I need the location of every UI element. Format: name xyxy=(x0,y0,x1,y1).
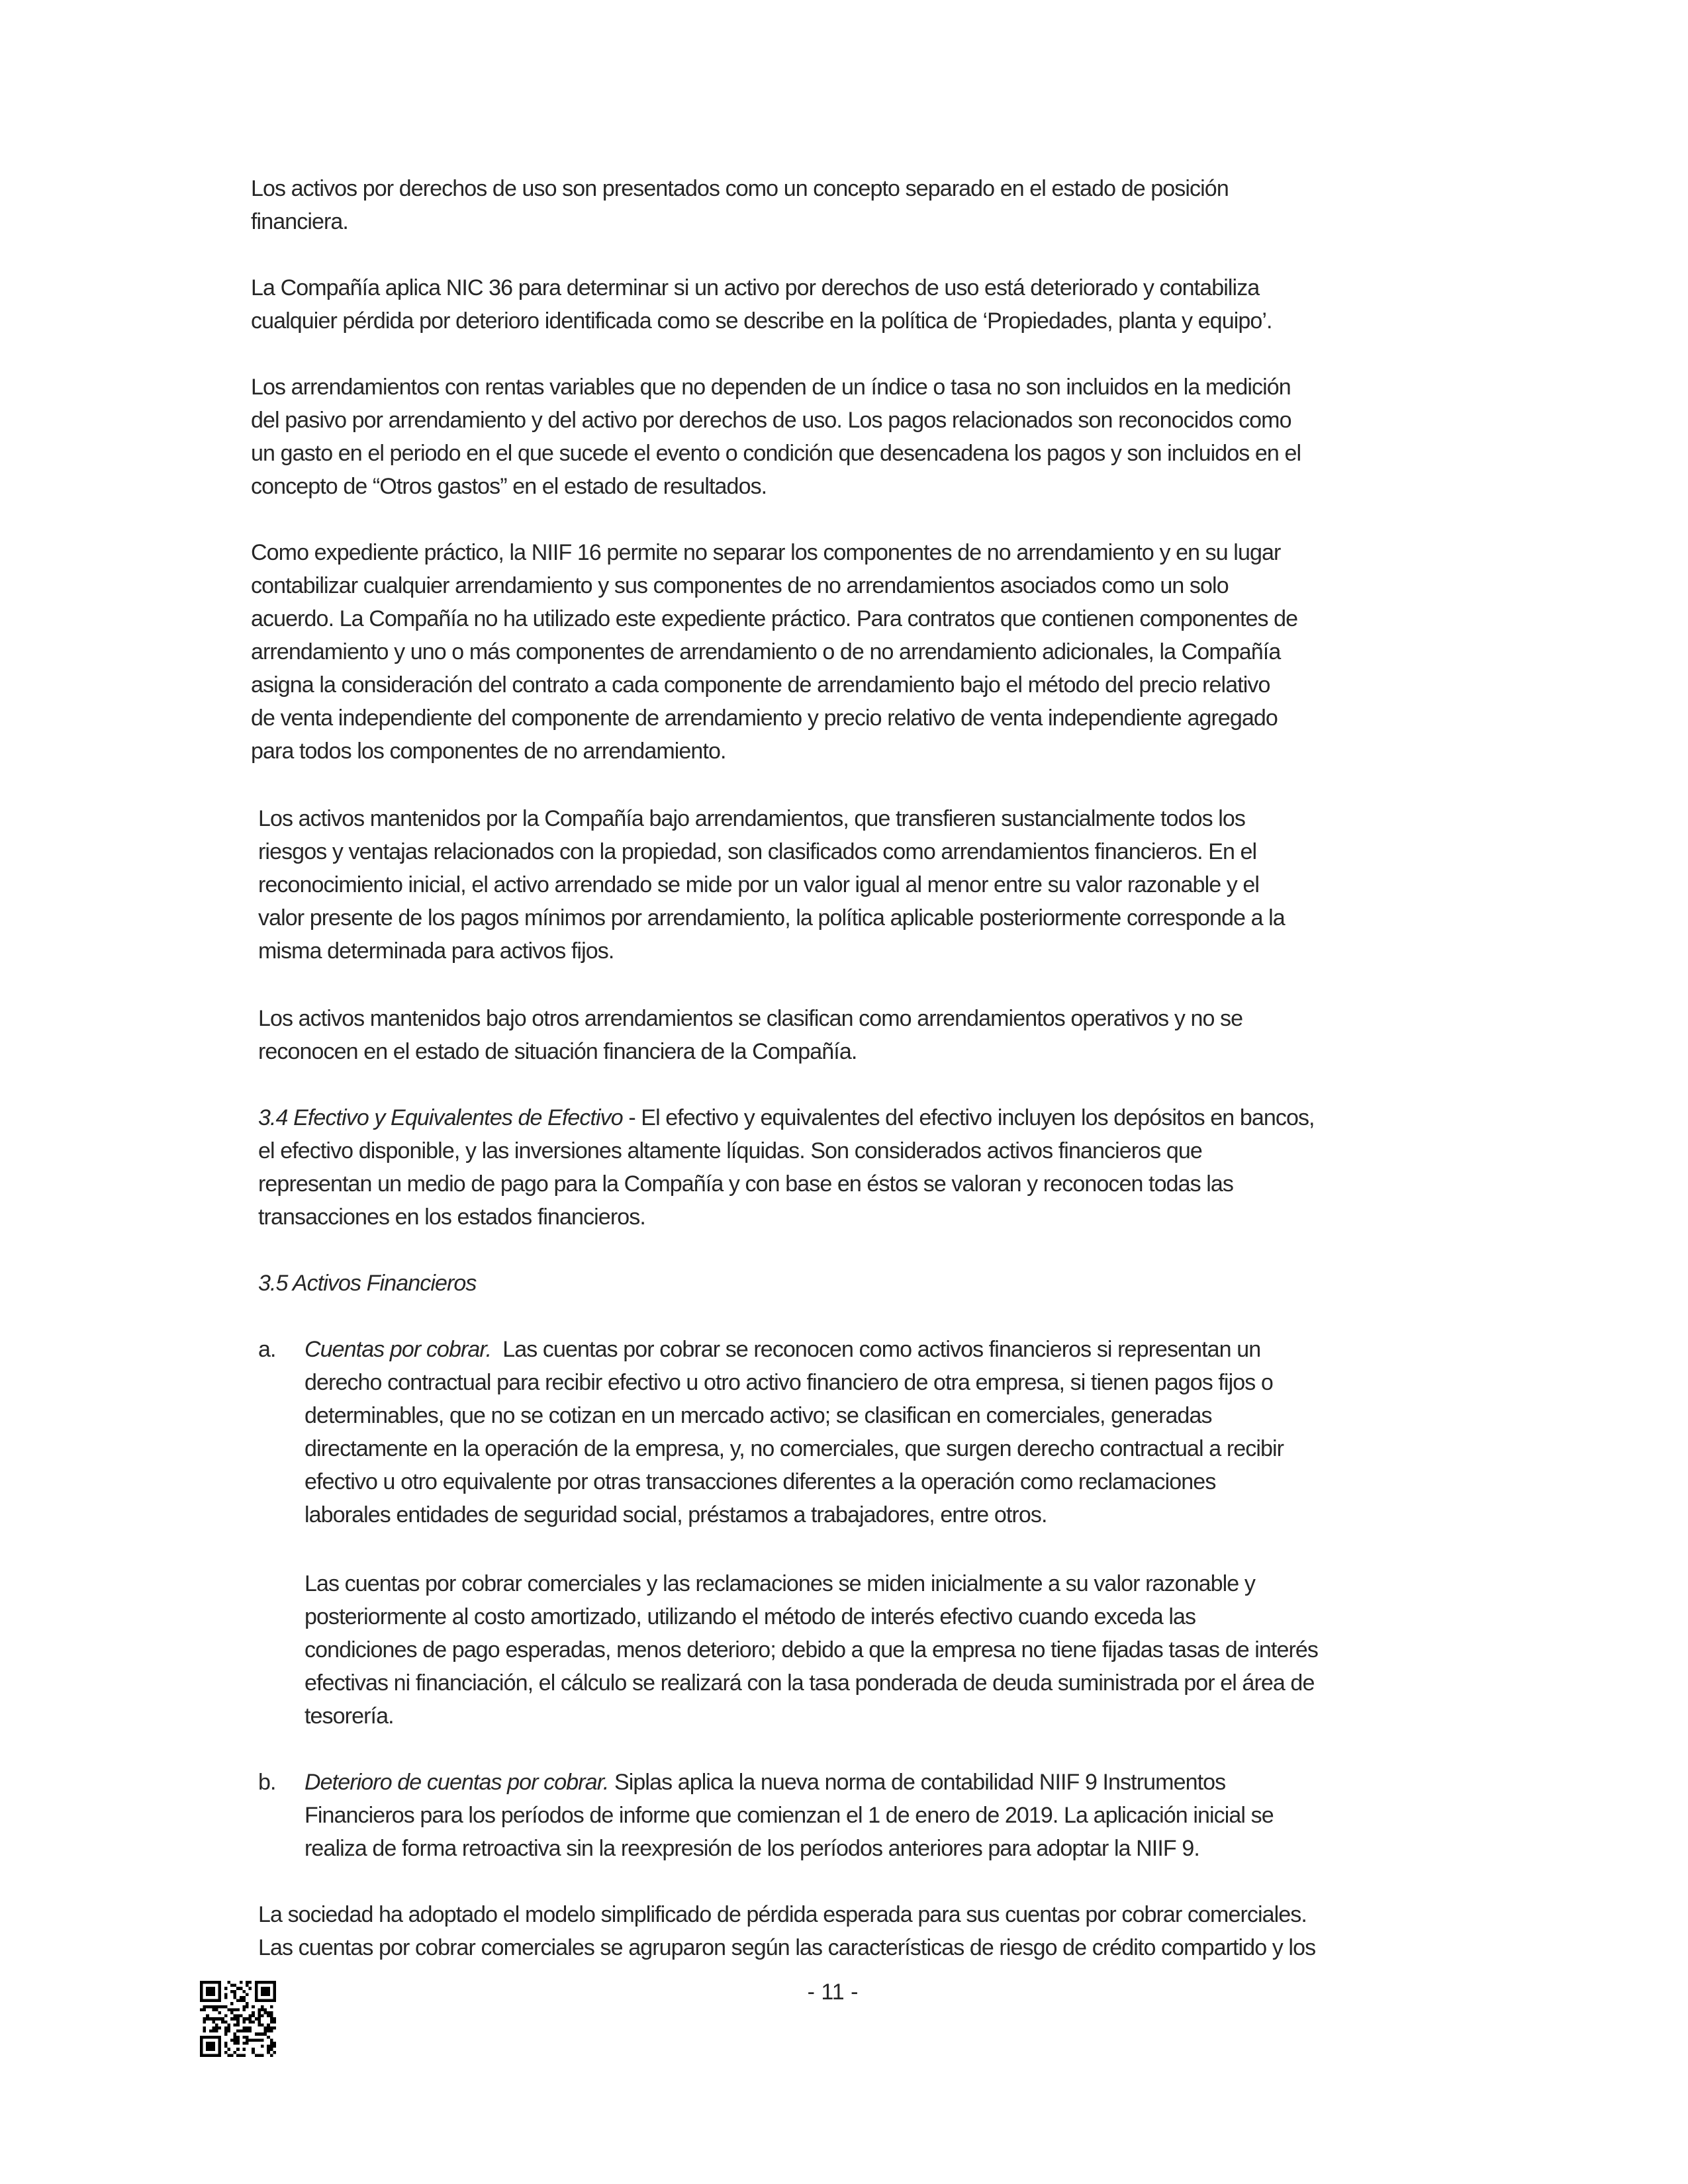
paragraph xyxy=(251,371,1301,503)
text-line: efectivo u otro equivalente por otras transacciones diferentes a la operación como reclamaciones xyxy=(305,1469,1216,1494)
text-line: realiza de forma retroactiva sin la reexpresión de los períodos anteriores para adoptar la NIIF 9. xyxy=(305,1836,1199,1861)
paragraph xyxy=(251,271,1272,338)
text-line xyxy=(258,1267,477,1300)
text-line: el efectivo disponible, y las inversiones altamente líquidas. Son considerados activos financieros que xyxy=(258,1138,1202,1163)
text-line: Los activos mantenidos bajo otros arrendamientos se clasifican como arrendamientos operativos y no se xyxy=(258,1006,1243,1031)
text-line: La Compañía aplica NIC 36 para determinar si un activo por derechos de uso está deteriorado y contabiliza xyxy=(251,275,1260,300)
text-line: determinables, que no se cotizan en un mercado activo; se clasifican en comerciales, generadas xyxy=(305,1403,1212,1428)
section-heading xyxy=(258,1267,477,1300)
list-marker: b. xyxy=(258,1770,276,1795)
text-line: asigna la consideración del contrato a cada componente de arrendamiento bajo el método del precio relativo xyxy=(251,672,1270,698)
text-line: cualquier pérdida por deterioro identificada como se describe en la política de ‘Propiedades, planta y equipo’. xyxy=(251,308,1272,334)
text-line: La sociedad ha adoptado el modelo simplificado de pérdida esperada para sus cuentas por cobrar comerciales. xyxy=(258,1902,1307,1927)
text-line: contabilizar cualquier arrendamiento y sus componentes de no arrendamientos asociados como un solo xyxy=(251,573,1229,598)
text-line: Las cuentas por cobrar comerciales y las reclamaciones se miden inicialmente a su valor razonable y xyxy=(305,1571,1255,1596)
text-line: condiciones de pago esperadas, menos deterioro; debido a que la empresa no tiene fijadas tasas de interés xyxy=(305,1637,1319,1662)
text-line: Los activos por derechos de uso son presentados como un concepto separado en el estado de posición xyxy=(251,176,1229,201)
page-number: - 11 - xyxy=(807,1979,859,2005)
text-line: posteriormente al costo amortizado, utilizando el método de interés efectivo cuando exceda las xyxy=(305,1604,1196,1629)
text-line: Financieros para los períodos de informe que comienzan el 1 de enero de 2019. La aplicación inicial se xyxy=(305,1803,1274,1828)
text-line: Los activos mantenidos por la Compañía bajo arrendamientos, que transfieren sustancialmente todos los xyxy=(258,806,1245,831)
paragraph xyxy=(258,1101,1315,1234)
text-line: un gasto en el periodo en el que sucede el evento o condición que desencadena los pagos y son incluidos en el xyxy=(251,441,1301,466)
text-line: tesorería. xyxy=(305,1704,394,1729)
italic-lead: Cuentas por cobrar. xyxy=(305,1337,492,1362)
paragraph xyxy=(258,1898,1315,1964)
text-line xyxy=(305,1766,1274,1799)
text-line: reconocen en el estado de situación financiera de la Compañía. xyxy=(258,1039,857,1064)
paragraph xyxy=(251,536,1297,768)
paragraph xyxy=(251,172,1229,238)
line-text: - El efectivo y equivalentes del efectivo incluyen los depósitos en bancos, xyxy=(622,1105,1315,1130)
text-line: Las cuentas por cobrar comerciales se agruparon según las características de riesgo de crédito compartido y los xyxy=(258,1935,1316,1960)
text-line: financiera. xyxy=(251,209,348,234)
paragraph xyxy=(258,802,1285,968)
text-line: reconocimiento inicial, el activo arrendado se mide por un valor igual al menor entre su valor razonable y el xyxy=(258,872,1260,897)
text-line: arrendamiento y uno o más componentes de arrendamiento o de no arrendamiento adicionales, la Compañía xyxy=(251,639,1281,664)
text-line: para todos los componentes de no arrendamiento. xyxy=(251,739,726,764)
text-line: derecho contractual para recibir efectivo u otro activo financiero de otra empresa, si tienen pagos fijos o xyxy=(305,1370,1273,1395)
italic-lead: 3.5 Activos Financieros xyxy=(258,1271,477,1296)
text-line: Los arrendamientos con rentas variables que no dependen de un índice o tasa no son incluidos en la medición xyxy=(251,375,1291,400)
text-line: transacciones en los estados financieros. xyxy=(258,1205,645,1230)
text-line xyxy=(305,1333,1284,1366)
text-line: laborales entidades de seguridad social, préstamos a trabajadores, entre otros. xyxy=(305,1502,1047,1527)
text-line: acuerdo. La Compañía no ha utilizado este expediente práctico. Para contratos que contienen componentes de xyxy=(251,606,1298,631)
paragraph xyxy=(305,1567,1318,1733)
paragraph xyxy=(258,1002,1243,1068)
italic-lead: 3.4 Efectivo y Equivalentes de Efectivo xyxy=(258,1105,623,1130)
italic-lead: Deterioro de cuentas por cobrar. xyxy=(305,1770,609,1795)
text-line: del pasivo por arrendamiento y del activo por derechos de uso. Los pagos relacionados son reconocidos como xyxy=(251,408,1291,433)
qr-code-icon xyxy=(200,1981,276,2057)
text-line: representan un medio de pago para la Compañía y con base en éstos se valoran y reconocen todas las xyxy=(258,1171,1234,1197)
text-line: Como expediente práctico, la NIIF 16 permite no separar los componentes de no arrendamiento y en su lugar xyxy=(251,540,1281,565)
text-line: efectivas ni financiación, el cálculo se realizará con la tasa ponderada de deuda suministrada por el área de xyxy=(305,1670,1315,1696)
line-text: Siplas aplica la nueva norma de contabilidad NIIF 9 Instrumentos xyxy=(608,1770,1226,1795)
list-marker: a. xyxy=(258,1337,276,1362)
text-line: misma determinada para activos fijos. xyxy=(258,938,614,964)
text-line: riesgos y ventajas relacionados con la propiedad, son clasificados como arrendamientos financieros. En el xyxy=(258,839,1257,864)
text-line xyxy=(258,1101,1315,1134)
text-line: concepto de “Otros gastos” en el estado de resultados. xyxy=(251,474,767,499)
text-line: valor presente de los pagos mínimos por arrendamiento, la política aplicable posteriormente corresponde a la xyxy=(258,905,1285,931)
text-line: de venta independiente del componente de arrendamiento y precio relativo de venta independiente agregado xyxy=(251,705,1278,731)
line-text: Las cuentas por cobrar se reconocen como activos financieros si representan un xyxy=(491,1337,1261,1362)
text-line: directamente en la operación de la empresa, y, no comerciales, que surgen derecho contractual a recibir xyxy=(305,1436,1284,1461)
